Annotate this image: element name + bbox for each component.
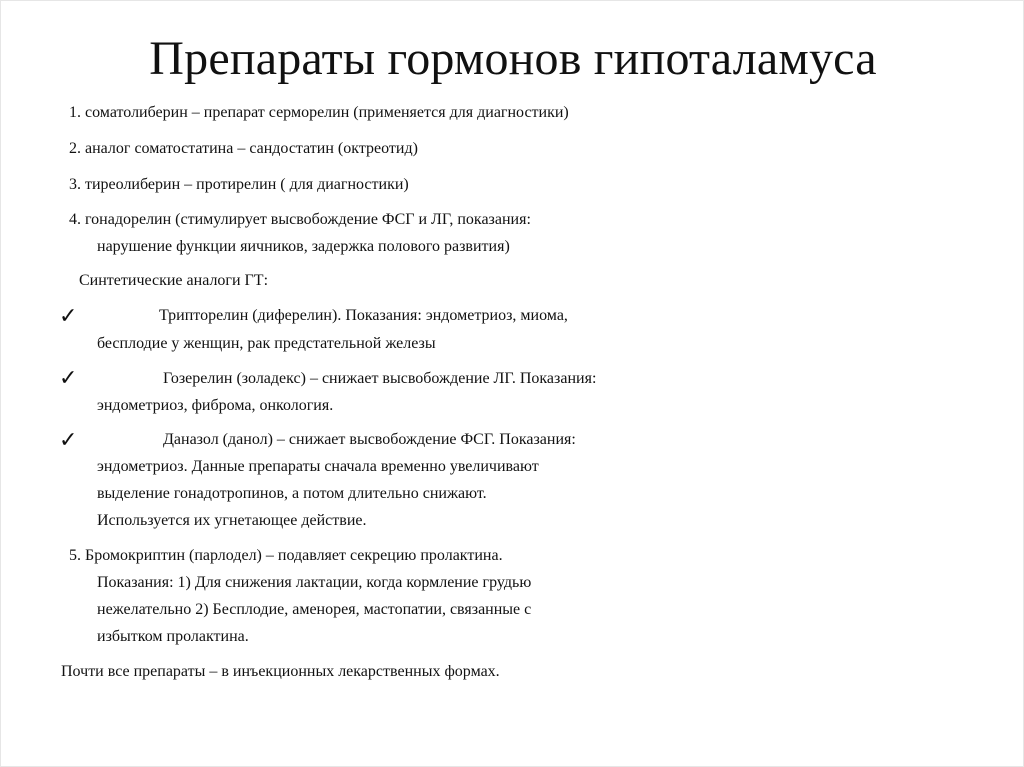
analog-3-line-3: выделение гонадотропинов, а потом длительно снижают. (97, 485, 487, 502)
synthetic-heading: Синтетические аналоги ГТ: (79, 272, 269, 289)
item-2-line-1: 2. аналог соматостатина – сандостатин (октреотид) (69, 140, 418, 157)
checkmark-icon: ✓ (59, 366, 78, 391)
item-5-line-3: нежелательно 2) Бесплодие, аменорея, мастопатии, связанные с (97, 601, 532, 618)
item-5-line-2: Показания: 1) Для снижения лактации, когда кормление грудью (97, 574, 532, 591)
analog-3-line-2: эндометриоз. Данные препараты сначала временно увеличивают (97, 458, 539, 475)
analog-2-line-1: Гозерелин (золадекс) – снижает высвобождение ЛГ. Показания: (163, 370, 597, 387)
footer-note: Почти все препараты – в инъекционных лекарственных формах. (61, 663, 500, 680)
analog-3-line-4: Используется их угнетающее действие. (97, 512, 367, 529)
slide-title: Препараты гормонов гипоталамуса (149, 32, 877, 85)
analog-3-line-1: Даназол (данол) – снижает высвобождение ФСГ. Показания: (163, 431, 576, 448)
checkmark-icon: ✓ (59, 428, 78, 453)
analog-1-line-1: Трипторелин (диферелин). Показания: эндометриоз, миома, (159, 307, 568, 324)
item-3-line-1: 3. тиреолиберин – протирелин ( для диагностики) (69, 176, 409, 193)
checkmark-icon: ✓ (59, 304, 78, 329)
item-4-line-2: нарушение функции яичников, задержка полового развития) (97, 238, 510, 255)
item-4-line-1: 4. гонадорелин (стимулирует высвобождение ФСГ и ЛГ, показания: (69, 211, 531, 228)
item-5-line-1: 5. Бромокриптин (парлодел) – подавляет секрецию пролактина. (69, 547, 503, 564)
analog-1-line-2: бесплодие у женщин, рак предстательной железы (97, 335, 436, 352)
item-5-line-4: избытком пролактина. (97, 628, 249, 645)
analog-2-line-2: эндометриоз, фиброма, онкология. (97, 397, 334, 414)
item-1-line-1: 1. соматолиберин – препарат серморелин (применяется для диагностики) (69, 104, 569, 121)
